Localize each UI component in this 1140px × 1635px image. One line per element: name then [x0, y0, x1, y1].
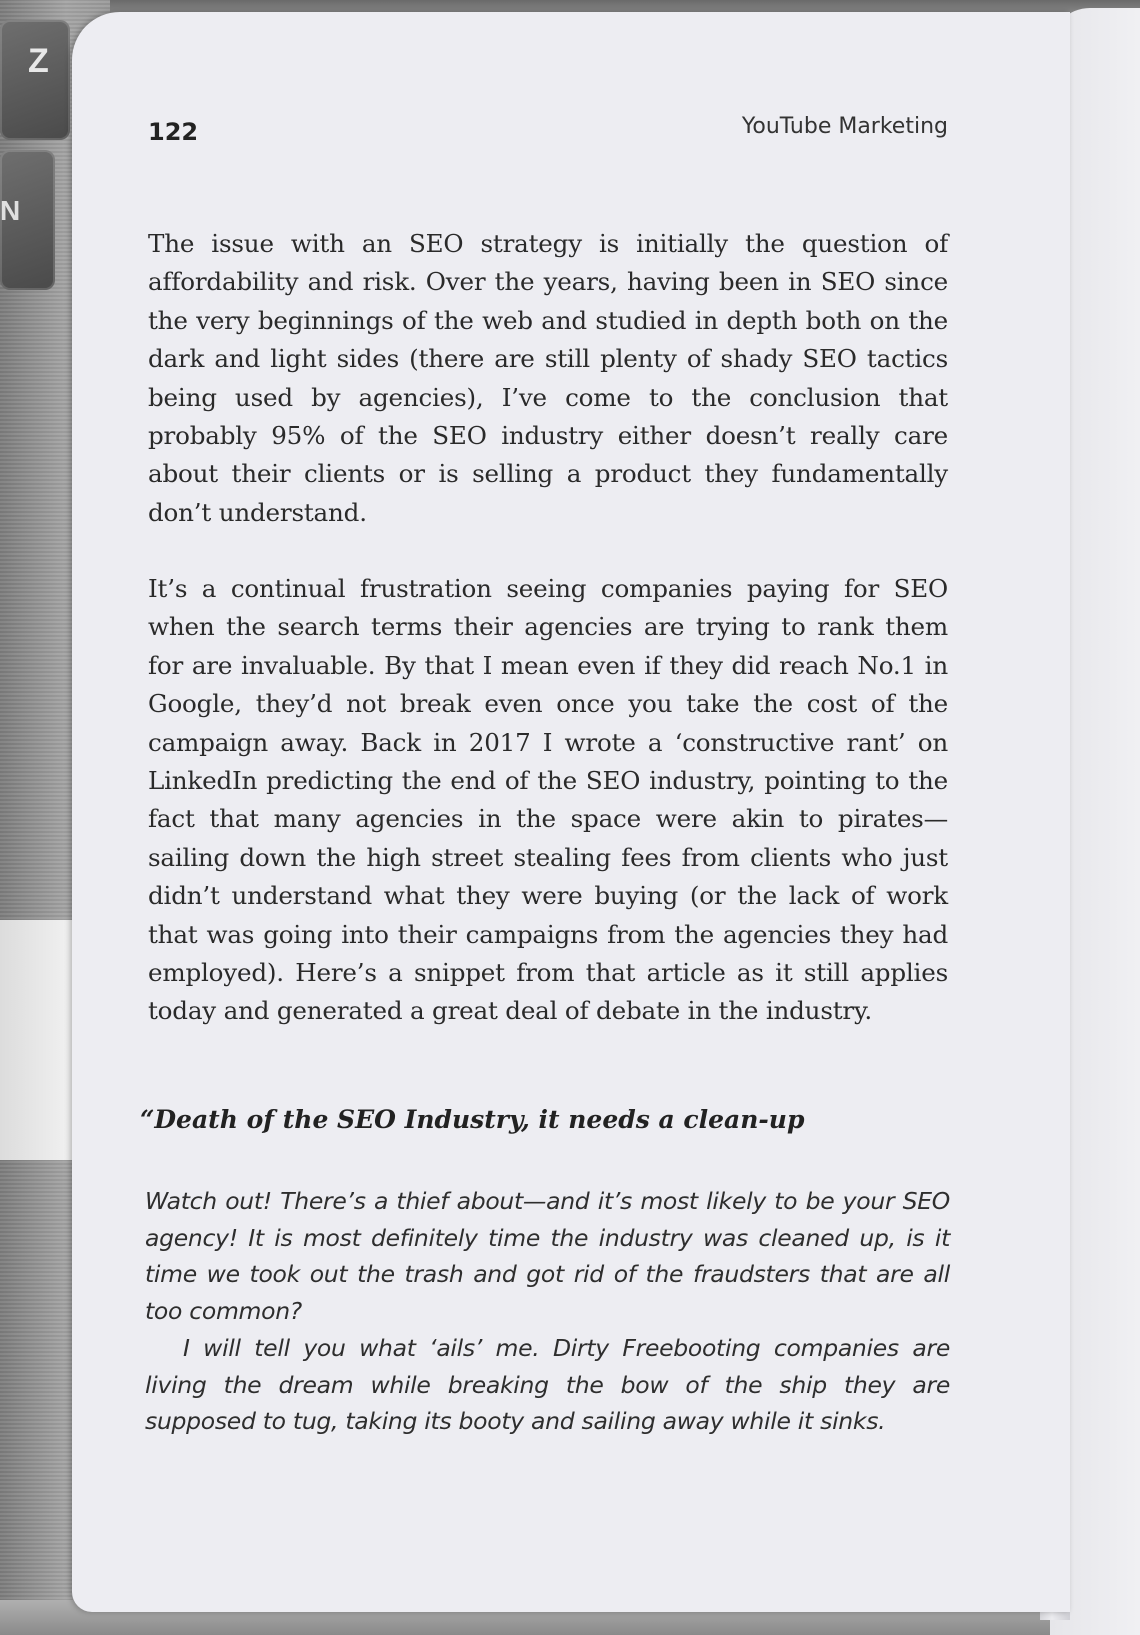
keyboard-key-z [0, 20, 70, 140]
running-head: YouTube Marketing [741, 114, 948, 139]
background-white-object [0, 920, 75, 1160]
keyboard-key-n [0, 150, 55, 290]
key-letter: N [0, 195, 21, 226]
quote-paragraph: I will tell you what ‘ails’ me. Dirty Freebooting companies are living the dream while breaking the bow of the ship they are supposed to tug, taking its booty and sailing away while it sinks. [145, 1334, 950, 1435]
body-paragraph: The issue with an SEO strategy is initially the question of affordability and risk. Over the years, having been in SEO since the very beginnings of the web and studied in depth both on the dark and light sides (there are still plenty of shady SEO tactics being used by agencies), I’ve come to the conclusion that probably 95% of the SEO industry either doesn’t really care about their clients or is selling a product they fundamentally don’t understand. [148, 229, 948, 527]
page-number: 122 [148, 118, 199, 146]
body-paragraph: It’s a continual frustration seeing companies paying for SEO when the search terms their agencies are trying to rank them for are invaluable. By that I mean even if they did reach No.1 in Google, they’d not break even once you take the cost of the campaign away. Back in 2017 I wrote a ‘constructive rant’ on LinkedIn predicting the end of the SEO industry, pointing to the fact that many agencies in the space were akin to pirates—sailing down the high street stealing fees from clients who just didn’t understand what they were buying (or the lack of work that was going into their campaigns from the agencies they had employed). Here’s a snippet from that article as it still applies today and generated a great deal of debate in the industry. [148, 574, 948, 1026]
key-letter: Z [28, 42, 49, 80]
quote-paragraph: Watch out! There’s a thief about—and it’s most likely to be your SEO agency! It is most definitely time the industry was cleaned up, is it time we took out the trash and got rid of the fraudsters that are all too common? [145, 1187, 950, 1325]
quote-heading: “Death of the SEO Industry, it needs a clean-up [140, 1105, 805, 1134]
page-header [148, 108, 948, 148]
